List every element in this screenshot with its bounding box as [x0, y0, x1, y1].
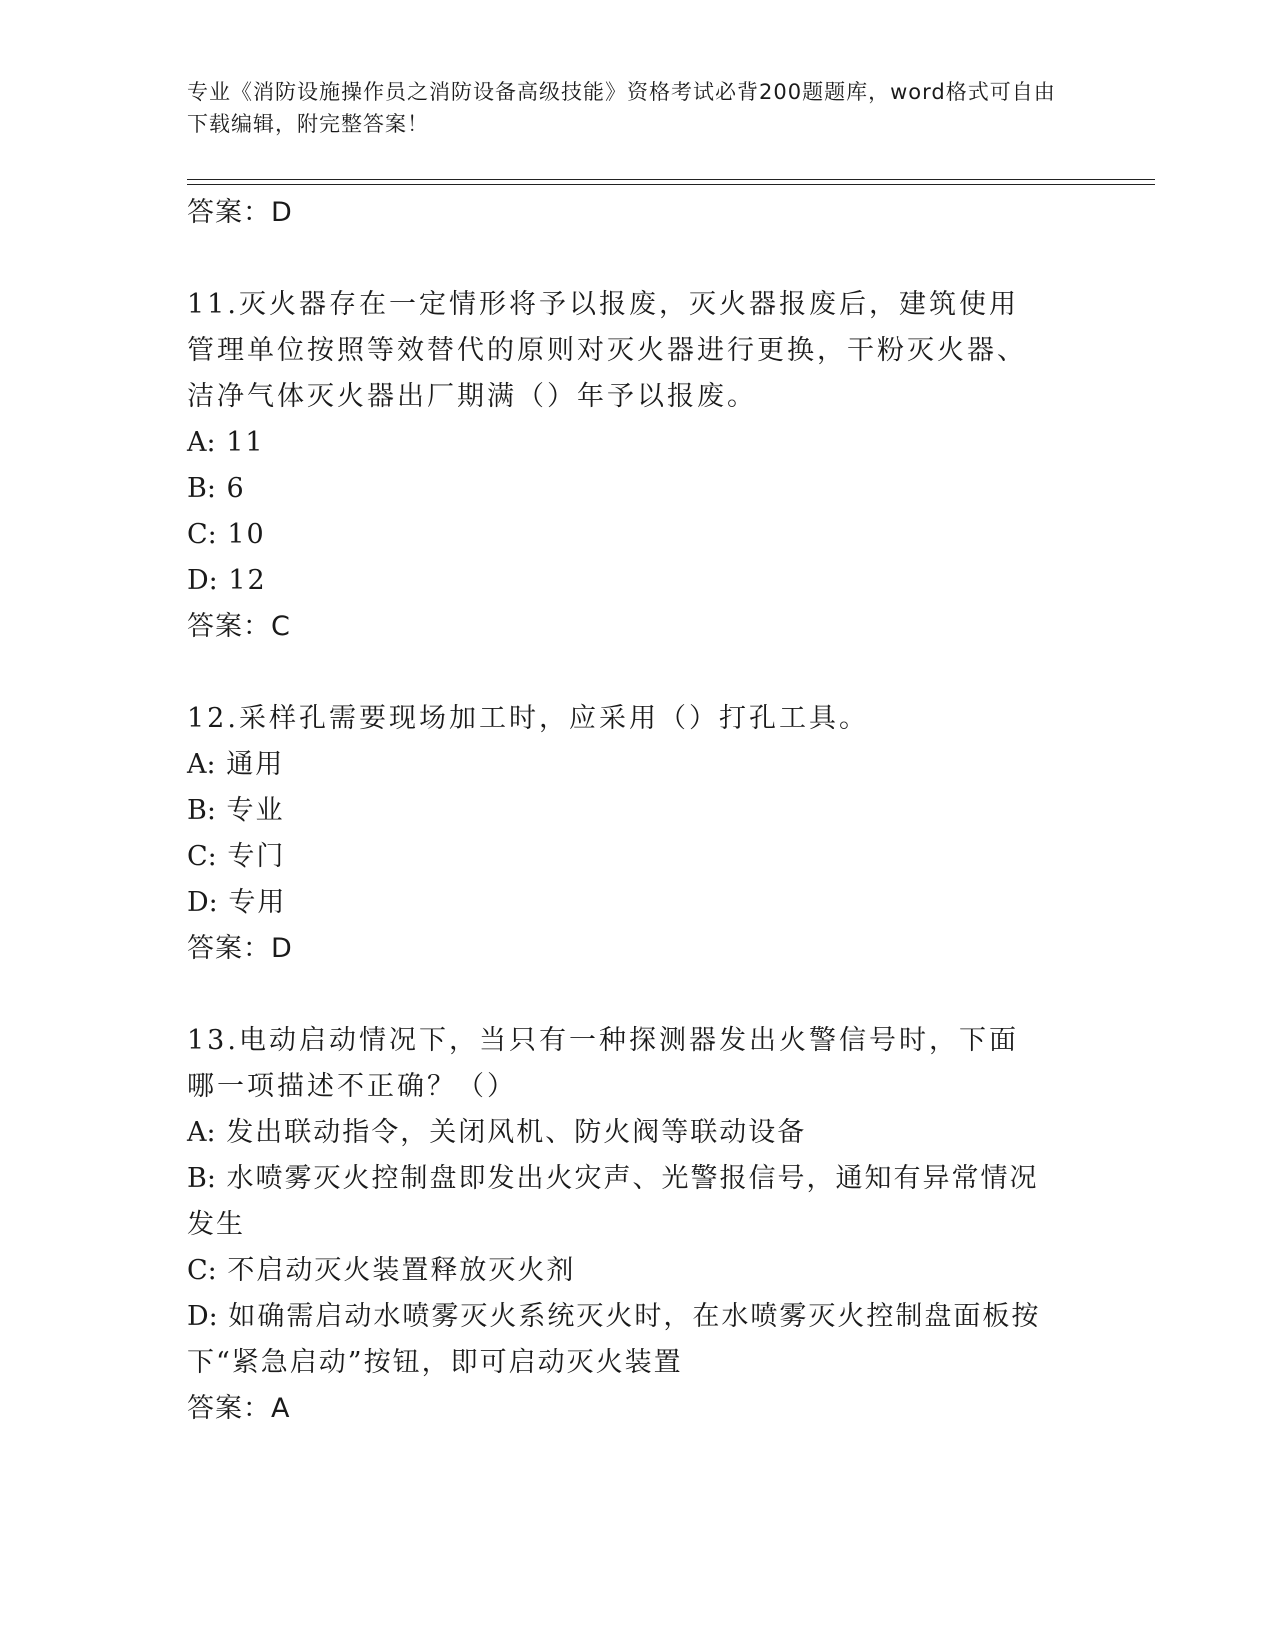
question-answer: 答案：C: [187, 611, 291, 642]
question-list: [187, 190, 1077, 1432]
option-key: A:: [187, 749, 216, 780]
option-key: C:: [187, 841, 217, 872]
option-key: D:: [187, 887, 218, 918]
header-divider-bottom: [187, 184, 1155, 185]
option-b: [187, 466, 1077, 512]
option-text: 通用: [226, 749, 285, 780]
option-text: 专业: [226, 795, 285, 826]
option-key: A:: [187, 1117, 216, 1148]
question-stem: 11.灭火器存在一定情形将予以报废，灭火器报废后，建筑使用管理单位按照等效替代的原则对灭火器进行更换，干粉灭火器、洁净气体灭火器出厂期满（）年予以报废。: [187, 289, 1027, 412]
question-answer: 答案：A: [187, 1393, 291, 1424]
option-key: D:: [187, 565, 218, 596]
option-key: B:: [187, 473, 216, 504]
option-d: [187, 880, 1077, 926]
option-c: [187, 512, 1077, 558]
option-d: [187, 558, 1077, 604]
option-b: [187, 1156, 1047, 1248]
option-text: 6: [226, 473, 246, 504]
option-text: 11: [226, 427, 265, 458]
question-item: [187, 1018, 1077, 1432]
option-text: 水喷雾灭火控制盘即发出火灾声、光警报信号，通知有异常情况发生: [187, 1163, 1039, 1240]
question-stem: 13.电动启动情况下，当只有一种探测器发出火警信号时，下面哪一项描述不正确？（）: [187, 1025, 1019, 1102]
spacer: [187, 972, 1077, 1018]
option-b: [187, 788, 1077, 834]
option-text: 不启动灭火装置释放灭火剂: [227, 1255, 576, 1286]
header-divider-top: [187, 179, 1155, 180]
option-c: [187, 1248, 1047, 1294]
option-text: 10: [227, 519, 266, 550]
option-text: 12: [228, 565, 267, 596]
option-a: [187, 420, 1077, 466]
question-answer: 答案：D: [187, 933, 293, 964]
option-key: B:: [187, 795, 216, 826]
question-stem: 12.采样孔需要现场加工时，应采用（）打孔工具。: [187, 703, 869, 734]
document-header: 专业《消防设施操作员之消防设备高级技能》资格考试必背200题题库，word格式可自由下载编辑，附完整答案！: [187, 80, 1056, 136]
option-key: C:: [187, 1255, 217, 1286]
question-item: [187, 696, 1077, 972]
option-text: 专用: [228, 887, 287, 918]
option-text: 专门: [227, 841, 286, 872]
option-key: A:: [187, 427, 216, 458]
previous-answer: 答案：D: [187, 197, 293, 228]
question-item: [187, 282, 1077, 650]
option-d: [187, 1294, 1047, 1386]
option-text: 发出联动指令，关闭风机、防火阀等联动设备: [226, 1117, 807, 1148]
spacer: [187, 236, 1077, 282]
option-text: 如确需启动水喷雾灭火系统灭火时，在水喷雾灭火控制盘面板按下“紧急启动”按钮，即可启动灭火装置: [187, 1301, 1041, 1378]
option-key: D:: [187, 1301, 218, 1332]
option-a: [187, 742, 1077, 788]
option-a: [187, 1110, 1047, 1156]
spacer: [187, 650, 1077, 696]
option-key: C:: [187, 519, 217, 550]
option-key: B:: [187, 1163, 216, 1194]
option-c: [187, 834, 1077, 880]
